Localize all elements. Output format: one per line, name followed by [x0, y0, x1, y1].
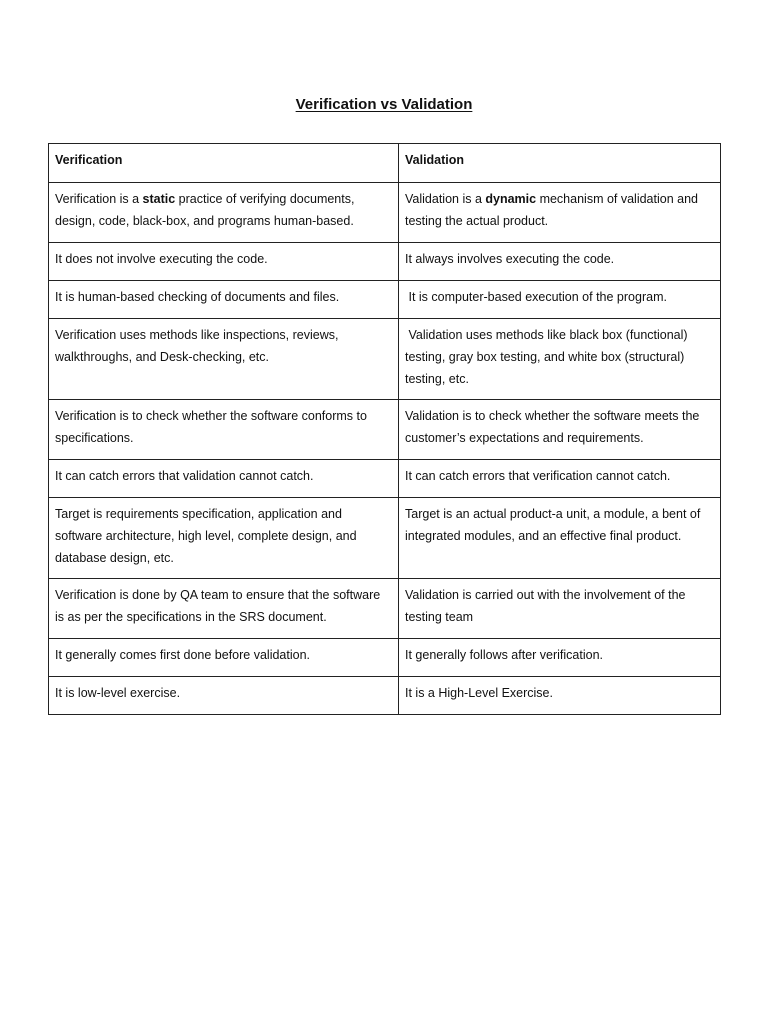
bold-term: dynamic: [485, 192, 537, 206]
cell-verification: Verification is done by QA team to ensure that the software is as per the specifications in the SRS document.: [49, 579, 399, 639]
table-row: [49, 281, 721, 319]
bold-term: static: [142, 192, 176, 206]
cell-validation: Target is an actual product-a unit, a module, a bent of integrated modules, and an effective final product.: [399, 498, 721, 579]
cell-validation: [399, 183, 721, 243]
comparison-table: [48, 143, 721, 715]
cell-validation: It generally follows after verification.: [399, 639, 721, 677]
cell-text: mechanism of validation and testing the actual product.: [405, 192, 698, 228]
cell-validation: Validation uses methods like black box (functional) testing, gray box testing, and white box (structural) testing, etc.: [399, 319, 721, 400]
cell-text: Validation is a: [405, 192, 486, 206]
table-row: [49, 639, 721, 677]
table-row: [49, 460, 721, 498]
cell-verification: It is human-based checking of documents and files.: [49, 281, 399, 319]
document-title: [0, 95, 768, 115]
table-row: [49, 183, 721, 243]
cell-validation: It is computer-based execution of the program.: [399, 281, 721, 319]
cell-verification: It can catch errors that validation cannot catch.: [49, 460, 399, 498]
cell-validation: It always involves executing the code.: [399, 243, 721, 281]
table-row: [49, 319, 721, 400]
header-verification: Verification: [49, 144, 399, 183]
table-header-row: [49, 144, 721, 183]
cell-verification: It is low-level exercise.: [49, 677, 399, 715]
table-row: [49, 243, 721, 281]
cell-verification: It does not involve executing the code.: [49, 243, 399, 281]
table-row: [49, 400, 721, 460]
cell-verification: Verification uses methods like inspections, reviews, walkthroughs, and Desk-checking, etc.: [49, 319, 399, 400]
table-row: [49, 579, 721, 639]
table-row: [49, 677, 721, 715]
cell-validation: Validation is to check whether the software meets the customer’s expectations and requirements.: [399, 400, 721, 460]
table-row: [49, 498, 721, 579]
cell-verification: [49, 183, 399, 243]
cell-verification: Target is requirements specification, application and software architecture, high level, complete design, and database design, etc.: [49, 498, 399, 579]
header-validation: Validation: [399, 144, 721, 183]
cell-validation: It is a High-Level Exercise.: [399, 677, 721, 715]
document-title-text: Verification vs Validation: [295, 96, 473, 113]
cell-verification: Verification is to check whether the software conforms to specifications.: [49, 400, 399, 460]
cell-validation: Validation is carried out with the involvement of the testing team: [399, 579, 721, 639]
cell-verification: It generally comes first done before validation.: [49, 639, 399, 677]
cell-text: practice of verifying documents, design, code, black-box, and programs human-based.: [55, 192, 355, 228]
cell-validation: It can catch errors that verification cannot catch.: [399, 460, 721, 498]
cell-text: Verification is a: [55, 192, 143, 206]
